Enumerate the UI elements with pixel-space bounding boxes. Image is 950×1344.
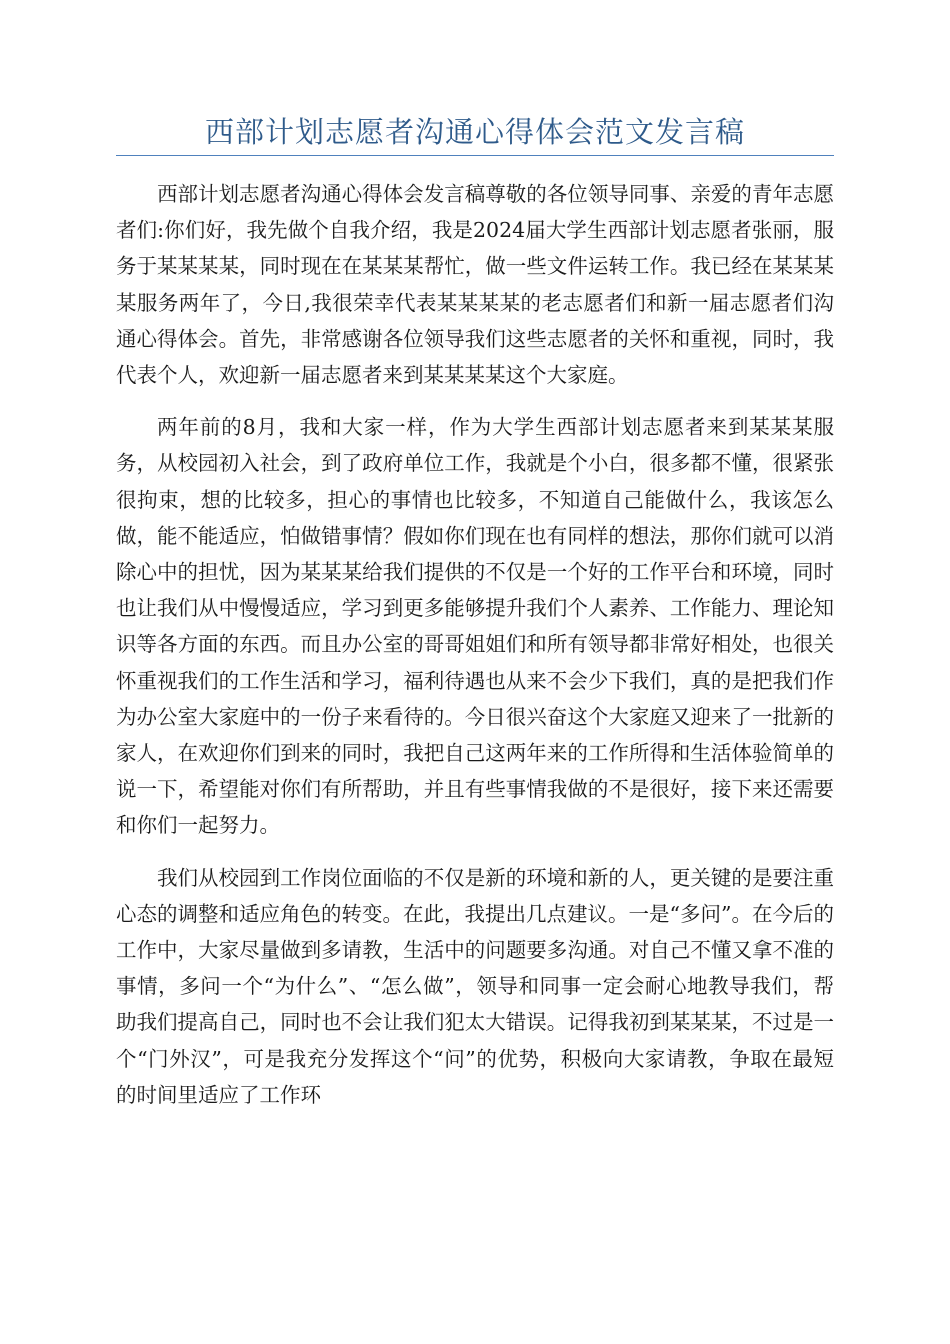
paragraph: 西部计划志愿者沟通心得体会发言稿尊敬的各位领导同事、亲爱的青年志愿者们:你们好，我先做个自我介绍，我是2024届大学生西部计划志愿者张丽，服务于某某某某，同时现在在某某某帮忙，做一些文件运转工作。我已经在某某某某服务两年了，今日,我很荣幸代表某某某某的老志愿者们和新一届志愿者们沟通心得体会。首先，非常感谢各位领导我们这些志愿者的关怀和重视，同时，我代表个人，欢迎新一届志愿者来到某某某某这个大家庭。 xyxy=(116,182,834,388)
document-title: 西部计划志愿者沟通心得体会范文发言稿 xyxy=(204,115,745,149)
title-underline xyxy=(116,155,834,156)
document-body xyxy=(116,176,834,1129)
paragraph: 两年前的8月，我和大家一样，作为大学生西部计划志愿者来到某某某服务，从校园初入社会，到了政府单位工作，我就是个小白，很多都不懂，很紧张很拘束，想的比较多，担心的事情也比较多，不知道自己能做什么，我该怎么做，能不能适应，怕做错事情？假如你们现在也有同样的想法，那你们就可以消除心中的担忧，因为某某某给我们提供的不仅是一个好的工作平台和环境，同时也让我们从中慢慢适应，学习到更多能够提升我们个人素养、工作能力、理论知识等各方面的东西。而且办公室的哥哥姐姐们和所有领导都非常好相处，也很关怀重视我们的工作生活和学习，福利待遇也从来不会少下我们，真的是把我们作为办公室大家庭中的一份子来看待的。今日很兴奋这个大家庭又迎来了一批新的家人，在欢迎你们到来的同时，我把自己这两年来的工作所得和生活体验简单的说一下，希望能对你们有所帮助，并且有些事情我做的不是很好，接下来还需要和你们一起努力。 xyxy=(116,415,834,838)
paragraph: 我们从校园到工作岗位面临的不仅是新的环境和新的人，更关键的是要注重心态的调整和适应角色的转变。在此，我提出几点建议。一是“多问”。在今后的工作中，大家尽量做到多请教，生活中的问题要多沟通。对自己不懂又拿不准的事情，多问一个“为什么”、“怎么做”，领导和同事一定会耐心地教导我们，帮助我们提高自己，同时也不会让我们犯太大错误。记得我初到某某某，不过是一个“门外汉”，可是我充分发挥这个“问”的优势，积极向大家请教，争取在最短的时间里适应了工作环 xyxy=(116,865,834,1107)
